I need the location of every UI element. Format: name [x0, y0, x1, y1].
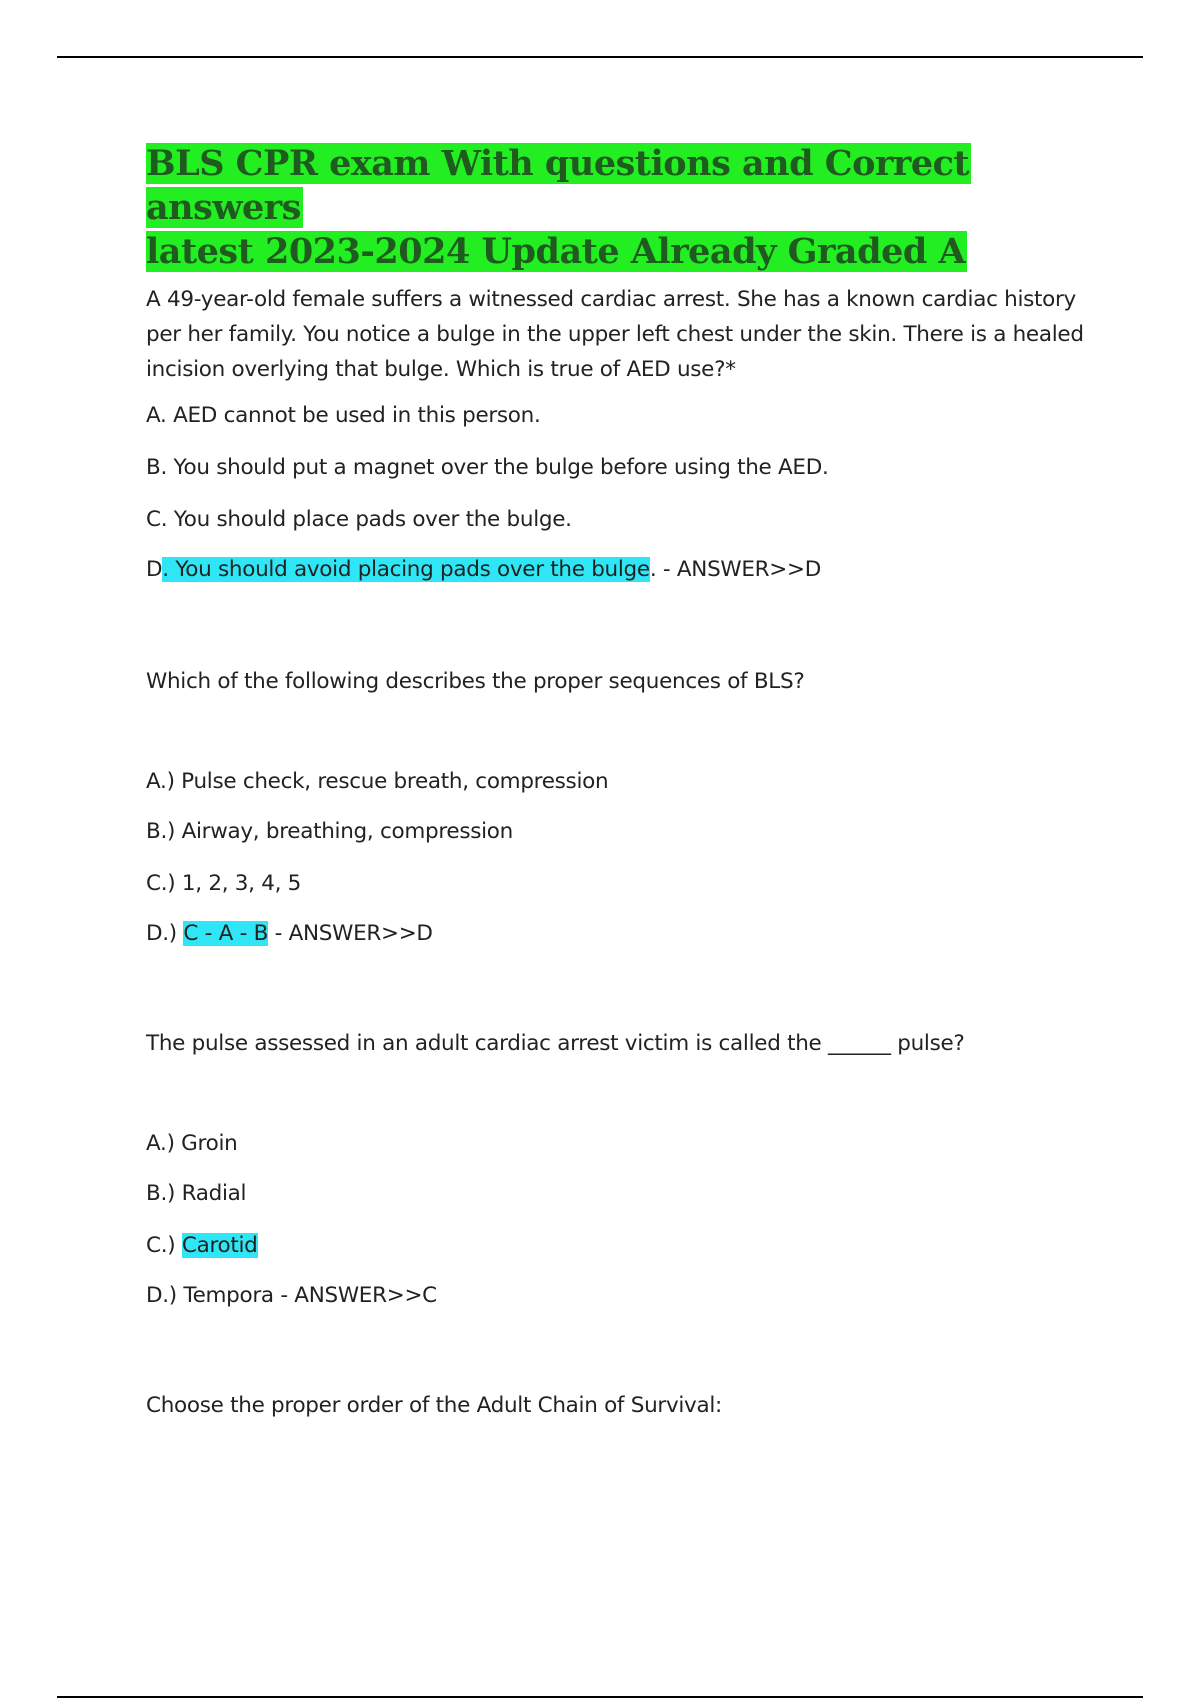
- question-2-stem: Which of the following describes the proper sequences of BLS?: [146, 669, 805, 694]
- question-2-option-b: B.) Airway, breathing, compression: [146, 819, 513, 844]
- question-2-answer-highlight: C - A - B: [183, 921, 269, 946]
- question-2: [146, 664, 1106, 949]
- question-3-stem: The pulse assessed in an adult cardiac arrest victim is called the ______ pulse?: [146, 1031, 965, 1056]
- question-3-option-d: D.) Tempora - ANSWER>>C: [146, 1283, 437, 1308]
- question-1-option-a: A. AED cannot be used in this person.: [146, 403, 541, 428]
- question-1-answer-highlight: . You should avoid placing pads over the bulge: [162, 557, 650, 582]
- question-3-option-a: A.) Groin: [146, 1131, 238, 1156]
- question-3-option-b: B.) Radial: [146, 1181, 247, 1206]
- question-1-option-c: C. You should place pads over the bulge.: [146, 507, 572, 532]
- title-line-2: latest 2023-2024 Update Already Graded A: [146, 231, 966, 272]
- header-rule: [57, 56, 1143, 58]
- question-3-answer-highlight: Carotid: [181, 1233, 258, 1258]
- question-2-option-c: C.) 1, 2, 3, 4, 5: [146, 871, 302, 896]
- question-4-stem: Choose the proper order of the Adult Chain of Survival:: [146, 1393, 722, 1418]
- footer-rule: [57, 1696, 1143, 1698]
- question-2-option-d: [146, 919, 1106, 949]
- question-3-option-c-prefix: C.): [146, 1233, 182, 1258]
- question-1-stem: A 49-year-old female suffers a witnessed cardiac arrest. She has a known cardiac history per her family. You notice a bulge in the upper left chest under the skin. There is a healed incision overlying that bulge. Which is true of AED use?*: [146, 287, 1084, 382]
- question-1-option-d-suffix: . - ANSWER>>D: [649, 557, 821, 582]
- question-2-option-d-suffix: - ANSWER>>D: [268, 921, 433, 946]
- document-body: [146, 142, 1106, 1418]
- question-2-option-a: A.) Pulse check, rescue breath, compression: [146, 769, 609, 794]
- question-1: [146, 282, 1106, 585]
- question-1-option-d-prefix: D: [146, 557, 163, 582]
- question-2-option-d-prefix: D.): [146, 921, 184, 946]
- question-3-option-c: [146, 1231, 1106, 1261]
- document-title: [146, 142, 1106, 274]
- question-1-option-d: [146, 555, 1106, 585]
- question-4: [146, 1388, 1106, 1423]
- question-3: [146, 1026, 1106, 1311]
- question-1-option-b: B. You should put a magnet over the bulge before using the AED.: [146, 455, 829, 480]
- title-line-1: BLS CPR exam With questions and Correct answers: [146, 143, 970, 228]
